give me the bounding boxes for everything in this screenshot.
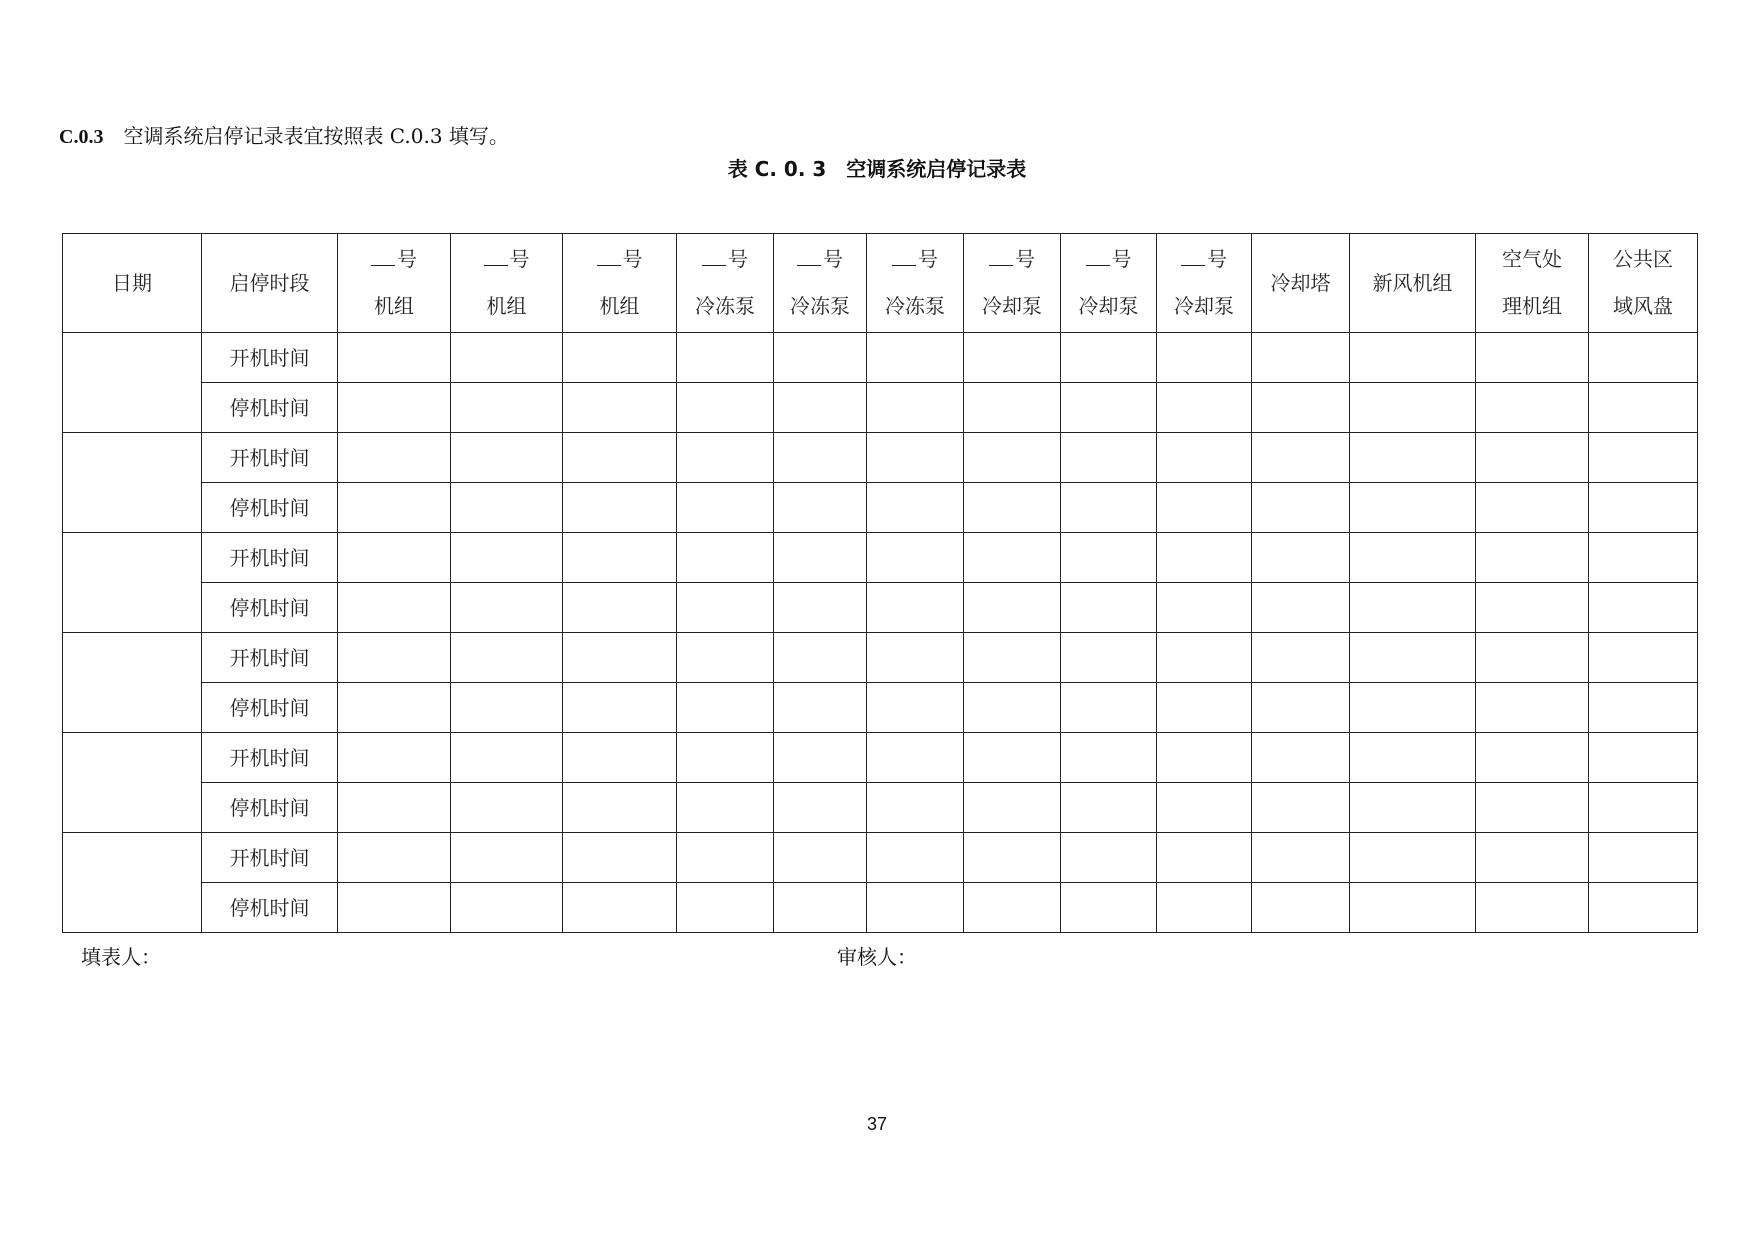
entry-cell[interactable] [451, 683, 563, 733]
startstop-record-table [62, 233, 1698, 933]
entry-cell[interactable] [563, 583, 677, 633]
entry-cell[interactable] [1350, 783, 1476, 833]
table-row [63, 683, 1698, 733]
header-line1 [964, 236, 1060, 283]
entry-cell[interactable] [867, 433, 964, 483]
entry-cell[interactable] [964, 333, 1061, 383]
header-text: 日期 [112, 271, 152, 295]
entry-cell[interactable] [1252, 683, 1350, 733]
filler-signature-label: 填表人： [81, 945, 161, 969]
header-line1 [1589, 236, 1697, 283]
table-row [63, 333, 1698, 383]
entry-cell[interactable] [1476, 533, 1589, 583]
header-row [63, 234, 1698, 333]
entry-cell[interactable] [1252, 533, 1350, 583]
header-line1 [1476, 236, 1588, 283]
header-text: 号 [397, 247, 417, 271]
entry-cell[interactable] [1252, 883, 1350, 933]
clause-number: C.0.3 [59, 126, 104, 148]
header-line2: 理机组 [1502, 294, 1562, 318]
entry-cell[interactable] [867, 783, 964, 833]
entry-cell[interactable] [451, 383, 563, 433]
header-cell [964, 234, 1061, 333]
entry-cell[interactable] [1157, 833, 1252, 883]
stop-time-label: 停机时间 [202, 683, 338, 733]
entry-cell[interactable] [867, 733, 964, 783]
entry-cell[interactable] [1350, 633, 1476, 683]
entry-cell[interactable] [774, 883, 867, 933]
entry-cell[interactable] [338, 633, 451, 683]
entry-cell[interactable] [338, 583, 451, 633]
table-caption-number: 表 C. 0. 3 [727, 157, 827, 181]
entry-cell[interactable] [964, 683, 1061, 733]
entry-cell[interactable] [867, 883, 964, 933]
stop-time-label: 停机时间 [202, 783, 338, 833]
entry-cell[interactable] [867, 833, 964, 883]
entry-cell[interactable] [677, 483, 774, 533]
entry-cell[interactable] [1476, 733, 1589, 783]
header-cell [1157, 234, 1252, 333]
header-cell [202, 234, 338, 333]
header-line2: 机组 [599, 294, 640, 318]
entry-cell[interactable] [867, 533, 964, 583]
date-cell[interactable] [63, 533, 202, 633]
table-row [63, 433, 1698, 483]
header-cell [563, 234, 677, 333]
entry-cell[interactable] [867, 483, 964, 533]
header-text: 启停时段 [229, 271, 310, 295]
entry-cell[interactable] [867, 383, 964, 433]
entry-cell[interactable] [451, 783, 563, 833]
header-cell [1061, 234, 1157, 333]
entry-cell[interactable] [1061, 833, 1157, 883]
blank-number-line [797, 249, 821, 266]
entry-cell[interactable] [563, 883, 677, 933]
table-row [63, 633, 1698, 683]
entry-cell[interactable] [1157, 333, 1252, 383]
entry-cell[interactable] [1350, 733, 1476, 783]
header-text: 号 [509, 247, 530, 271]
entry-cell[interactable] [677, 383, 774, 433]
date-cell[interactable] [63, 333, 202, 433]
entry-cell[interactable] [1476, 783, 1589, 833]
entry-cell[interactable] [774, 533, 867, 583]
entry-cell[interactable] [1252, 383, 1350, 433]
entry-cell[interactable] [1589, 833, 1698, 883]
entry-cell[interactable] [338, 433, 451, 483]
header-cell [338, 234, 451, 333]
header-cell [1589, 234, 1698, 333]
entry-cell[interactable] [338, 533, 451, 583]
entry-cell[interactable] [774, 833, 867, 883]
entry-cell[interactable] [867, 683, 964, 733]
blank-number-line [484, 249, 508, 266]
entry-cell[interactable] [1589, 433, 1698, 483]
entry-cell[interactable] [338, 683, 451, 733]
entry-cell[interactable] [1589, 883, 1698, 933]
entry-cell[interactable] [1252, 733, 1350, 783]
header-line2: 域风盘 [1613, 294, 1673, 318]
stop-time-label: 停机时间 [202, 483, 338, 533]
table-row [63, 883, 1698, 933]
header-line2: 冷冻泵 [695, 294, 755, 318]
entry-cell[interactable] [1252, 483, 1350, 533]
entry-cell[interactable] [1350, 533, 1476, 583]
entry-cell[interactable] [677, 883, 774, 933]
entry-cell[interactable] [1157, 583, 1252, 633]
entry-cell[interactable] [1157, 483, 1252, 533]
header-line2: 冷却泵 [982, 294, 1042, 318]
header-line1 [230, 271, 310, 295]
header-text: 号 [1015, 247, 1035, 271]
entry-cell[interactable] [1589, 783, 1698, 833]
entry-cell[interactable] [451, 533, 563, 583]
entry-cell[interactable] [964, 733, 1061, 783]
entry-cell[interactable] [867, 633, 964, 683]
entry-cell[interactable] [1061, 733, 1157, 783]
entry-cell[interactable] [677, 533, 774, 583]
entry-cell[interactable] [563, 533, 677, 583]
header-line1 [867, 236, 963, 283]
entry-cell[interactable] [338, 833, 451, 883]
table-row [63, 733, 1698, 783]
header-cell [1476, 234, 1589, 333]
entry-cell[interactable] [1157, 683, 1252, 733]
start-time-label: 开机时间 [202, 833, 338, 883]
header-line1 [1061, 236, 1156, 283]
entry-cell[interactable] [1157, 433, 1252, 483]
entry-cell[interactable] [338, 383, 451, 433]
entry-cell[interactable] [774, 433, 867, 483]
header-line1 [1373, 271, 1453, 295]
header-line1 [451, 236, 562, 283]
entry-cell[interactable] [338, 883, 451, 933]
entry-cell[interactable] [1476, 883, 1589, 933]
table-row [63, 383, 1698, 433]
header-text: 号 [622, 247, 643, 271]
entry-cell[interactable] [563, 733, 677, 783]
entry-cell[interactable] [338, 733, 451, 783]
entry-cell[interactable] [338, 783, 451, 833]
date-cell[interactable] [63, 733, 202, 833]
start-time-label: 开机时间 [202, 733, 338, 783]
entry-cell[interactable] [774, 783, 867, 833]
entry-cell[interactable] [1350, 583, 1476, 633]
entry-cell[interactable] [451, 483, 563, 533]
header-text: 号 [1111, 247, 1132, 271]
table-row [63, 483, 1698, 533]
entry-cell[interactable] [1350, 433, 1476, 483]
entry-cell[interactable] [1589, 533, 1698, 583]
blank-number-line [892, 249, 916, 266]
entry-cell[interactable] [964, 533, 1061, 583]
entry-cell[interactable] [1061, 633, 1157, 683]
entry-cell[interactable] [1589, 583, 1698, 633]
page-number: 37 [866, 1114, 888, 1134]
header-cell [1252, 234, 1350, 333]
header-line1 [1271, 271, 1331, 295]
header-line1 [774, 236, 866, 283]
entry-cell[interactable] [563, 333, 677, 383]
header-line1 [1157, 236, 1251, 283]
entry-cell[interactable] [1350, 833, 1476, 883]
entry-cell[interactable] [1350, 383, 1476, 433]
entry-cell[interactable] [563, 783, 677, 833]
entry-cell[interactable] [563, 483, 677, 533]
header-cell [63, 234, 202, 333]
start-time-label: 开机时间 [202, 333, 338, 383]
entry-cell[interactable] [1589, 633, 1698, 683]
entry-cell[interactable] [563, 633, 677, 683]
entry-cell[interactable] [677, 683, 774, 733]
entry-cell[interactable] [1476, 483, 1589, 533]
date-cell[interactable] [63, 633, 202, 733]
entry-cell[interactable] [1157, 533, 1252, 583]
entry-cell[interactable] [1350, 683, 1476, 733]
header-text: 号 [1207, 247, 1227, 271]
header-text: 号 [918, 247, 938, 271]
header-text: 号 [728, 247, 748, 271]
entry-cell[interactable] [964, 383, 1061, 433]
entry-cell[interactable] [1476, 383, 1589, 433]
entry-cell[interactable] [774, 333, 867, 383]
entry-cell[interactable] [451, 333, 563, 383]
entry-cell[interactable] [677, 633, 774, 683]
header-line2: 冷却泵 [1174, 294, 1234, 318]
entry-cell[interactable] [451, 633, 563, 683]
entry-cell[interactable] [677, 583, 774, 633]
entry-cell[interactable] [1061, 483, 1157, 533]
entry-cell[interactable] [1157, 883, 1252, 933]
entry-cell[interactable] [1589, 683, 1698, 733]
entry-cell[interactable] [774, 583, 867, 633]
entry-cell[interactable] [563, 683, 677, 733]
header-cell [451, 234, 563, 333]
entry-cell[interactable] [1476, 833, 1589, 883]
header-line1 [338, 236, 450, 283]
stop-time-label: 停机时间 [202, 883, 338, 933]
entry-cell[interactable] [1061, 783, 1157, 833]
blank-number-line [989, 249, 1013, 266]
blank-number-line [1181, 249, 1205, 266]
entry-cell[interactable] [451, 433, 563, 483]
stop-time-label: 停机时间 [202, 583, 338, 633]
entry-cell[interactable] [1252, 433, 1350, 483]
entry-cell[interactable] [677, 733, 774, 783]
entry-cell[interactable] [774, 633, 867, 683]
blank-number-line [597, 249, 621, 266]
header-line2: 冷却泵 [1078, 294, 1139, 318]
entry-cell[interactable] [1252, 333, 1350, 383]
entry-cell[interactable] [964, 783, 1061, 833]
table-caption [0, 155, 1754, 183]
entry-cell[interactable] [677, 833, 774, 883]
clause-line [59, 122, 509, 151]
header-cell [774, 234, 867, 333]
entry-cell[interactable] [1061, 883, 1157, 933]
table-row [63, 783, 1698, 833]
header-text: 公共区 [1613, 247, 1673, 271]
entry-cell[interactable] [1476, 683, 1589, 733]
entry-cell[interactable] [964, 833, 1061, 883]
entry-cell[interactable] [1350, 333, 1476, 383]
entry-cell[interactable] [451, 833, 563, 883]
entry-cell[interactable] [1157, 733, 1252, 783]
blank-number-line [371, 249, 395, 266]
header-line1 [677, 236, 773, 283]
entry-cell[interactable] [964, 633, 1061, 683]
entry-cell[interactable] [1061, 533, 1157, 583]
header-cell [677, 234, 774, 333]
blank-number-line [1086, 249, 1110, 266]
start-time-label: 开机时间 [202, 633, 338, 683]
entry-cell[interactable] [1252, 783, 1350, 833]
table-caption-title: 空调系统启停记录表 [846, 157, 1027, 181]
entry-cell[interactable] [1157, 783, 1252, 833]
reviewer-signature-label: 审核人： [837, 945, 917, 969]
entry-cell[interactable] [1589, 483, 1698, 533]
entry-cell[interactable] [338, 483, 451, 533]
entry-cell[interactable] [1157, 383, 1252, 433]
entry-cell[interactable] [1061, 333, 1157, 383]
blank-number-line [702, 249, 726, 266]
entry-cell[interactable] [338, 333, 451, 383]
date-cell[interactable] [63, 833, 202, 933]
entry-cell[interactable] [964, 433, 1061, 483]
entry-cell[interactable] [1589, 733, 1698, 783]
entry-cell[interactable] [1157, 633, 1252, 683]
entry-cell[interactable] [867, 333, 964, 383]
header-line2: 冷冻泵 [885, 294, 945, 318]
entry-cell[interactable] [1350, 883, 1476, 933]
entry-cell[interactable] [774, 383, 867, 433]
header-cell [1350, 234, 1476, 333]
entry-cell[interactable] [677, 433, 774, 483]
header-line1 [112, 271, 152, 295]
table-row [63, 583, 1698, 633]
header-text: 新风机组 [1372, 271, 1453, 295]
entry-cell[interactable] [1350, 483, 1476, 533]
entry-cell[interactable] [451, 733, 563, 783]
header-line1 [563, 236, 676, 283]
entry-cell[interactable] [1061, 383, 1157, 433]
entry-cell[interactable] [964, 883, 1061, 933]
entry-cell[interactable] [1476, 583, 1589, 633]
date-cell[interactable] [63, 433, 202, 533]
header-line2: 机组 [374, 294, 414, 318]
entry-cell[interactable] [677, 333, 774, 383]
entry-cell[interactable] [563, 433, 677, 483]
entry-cell[interactable] [677, 783, 774, 833]
table-row [63, 533, 1698, 583]
entry-cell[interactable] [1476, 433, 1589, 483]
entry-cell[interactable] [1589, 333, 1698, 383]
entry-cell[interactable] [1476, 333, 1589, 383]
entry-cell[interactable] [964, 483, 1061, 533]
header-text: 空气处 [1502, 247, 1562, 271]
stop-time-label: 停机时间 [202, 383, 338, 433]
entry-cell[interactable] [451, 583, 563, 633]
clause-text: 空调系统启停记录表宜按照表 C.0.3 填写。 [123, 124, 509, 148]
entry-cell[interactable] [1252, 633, 1350, 683]
entry-cell[interactable] [964, 583, 1061, 633]
entry-cell[interactable] [1061, 583, 1157, 633]
entry-cell[interactable] [451, 883, 563, 933]
header-line2: 冷冻泵 [790, 294, 850, 318]
entry-cell[interactable] [1061, 433, 1157, 483]
entry-cell[interactable] [563, 383, 677, 433]
start-time-label: 开机时间 [202, 533, 338, 583]
start-time-label: 开机时间 [202, 433, 338, 483]
header-text: 号 [823, 247, 843, 271]
entry-cell[interactable] [1252, 833, 1350, 883]
table-row [63, 833, 1698, 883]
entry-cell[interactable] [1061, 683, 1157, 733]
entry-cell[interactable] [1589, 383, 1698, 433]
entry-cell[interactable] [774, 683, 867, 733]
entry-cell[interactable] [774, 733, 867, 783]
entry-cell[interactable] [774, 483, 867, 533]
header-line2: 机组 [486, 294, 527, 318]
entry-cell[interactable] [563, 833, 677, 883]
entry-cell[interactable] [1252, 583, 1350, 633]
entry-cell[interactable] [867, 583, 964, 633]
header-cell [867, 234, 964, 333]
entry-cell[interactable] [1476, 633, 1589, 683]
header-text: 冷却塔 [1270, 271, 1331, 295]
